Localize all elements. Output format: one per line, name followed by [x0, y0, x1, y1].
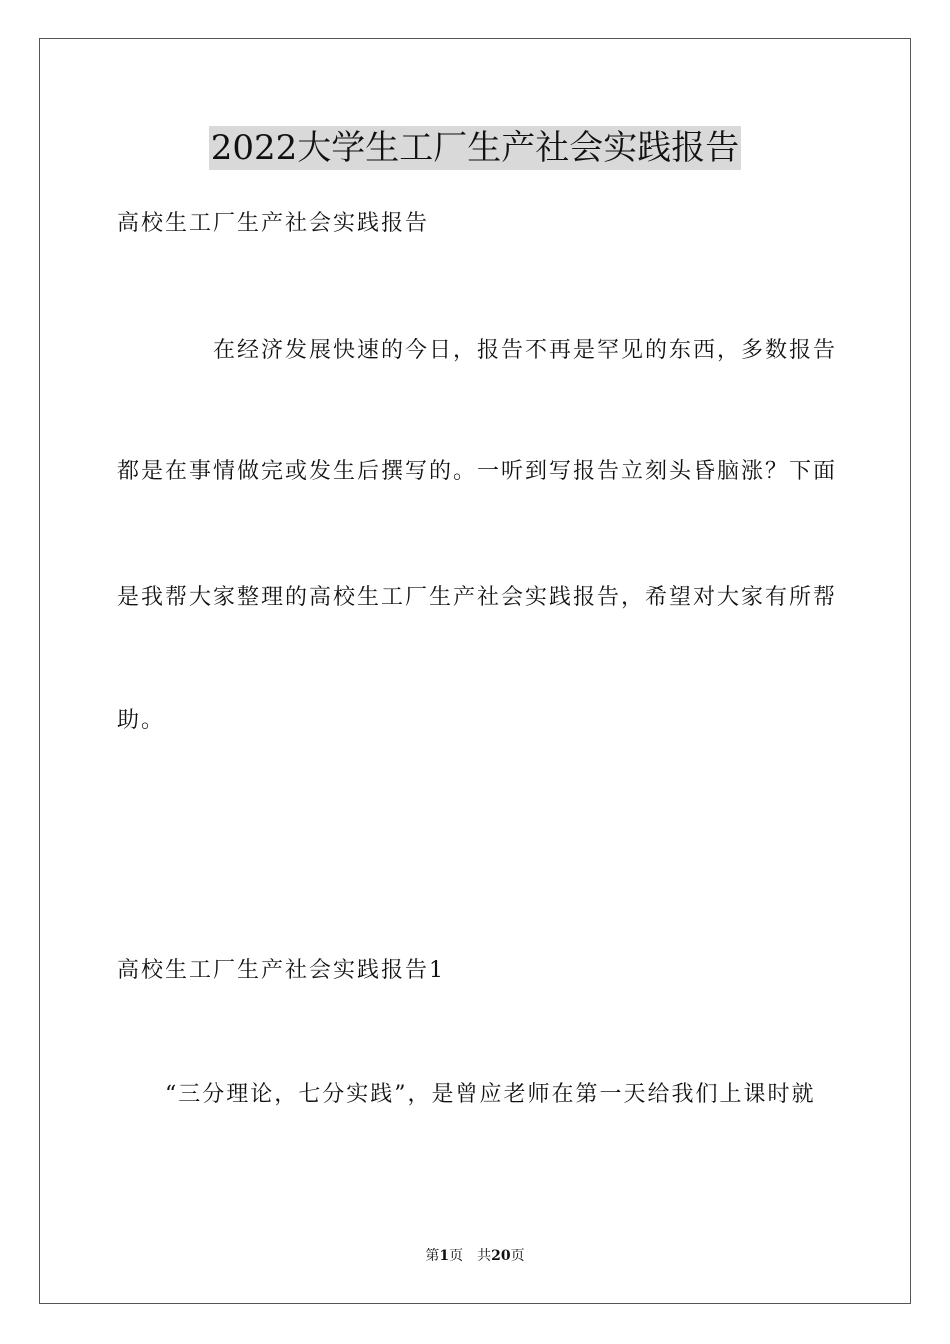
document-subtitle: 高校生工厂生产社会实践报告: [117, 211, 430, 236]
footer-total-suffix: 页: [510, 1248, 525, 1264]
footer-page-number: 1: [439, 1248, 450, 1264]
footer-total-prefix: 共: [477, 1248, 492, 1264]
footer-total-pages: 20: [491, 1248, 511, 1264]
intro-line-2: 都是在事情做完或发生后撰写的。一听到写报告立刻头昏脑涨？下面: [117, 459, 838, 484]
footer-page-suffix: 页: [449, 1248, 464, 1264]
intro-line-3: 是我帮大家整理的高校生工厂生产社会实践报告，希望对大家有所帮: [117, 585, 838, 610]
document-title: 2022大学生工厂生产社会实践报告: [210, 128, 740, 168]
title-wrap: [0, 126, 950, 170]
page-footer: [0, 1246, 950, 1266]
section-heading: 高校生工厂生产社会实践报告1: [117, 958, 445, 983]
intro-line-4: 助。: [117, 708, 166, 733]
section-first-line: “三分理论，七分实践”，是曾应老师在第一天给我们上课时就: [165, 1082, 816, 1107]
footer-page-prefix: 第: [425, 1248, 440, 1264]
intro-line-1: 在经济发展快速的今日，报告不再是罕见的东西，多数报告: [213, 338, 838, 363]
